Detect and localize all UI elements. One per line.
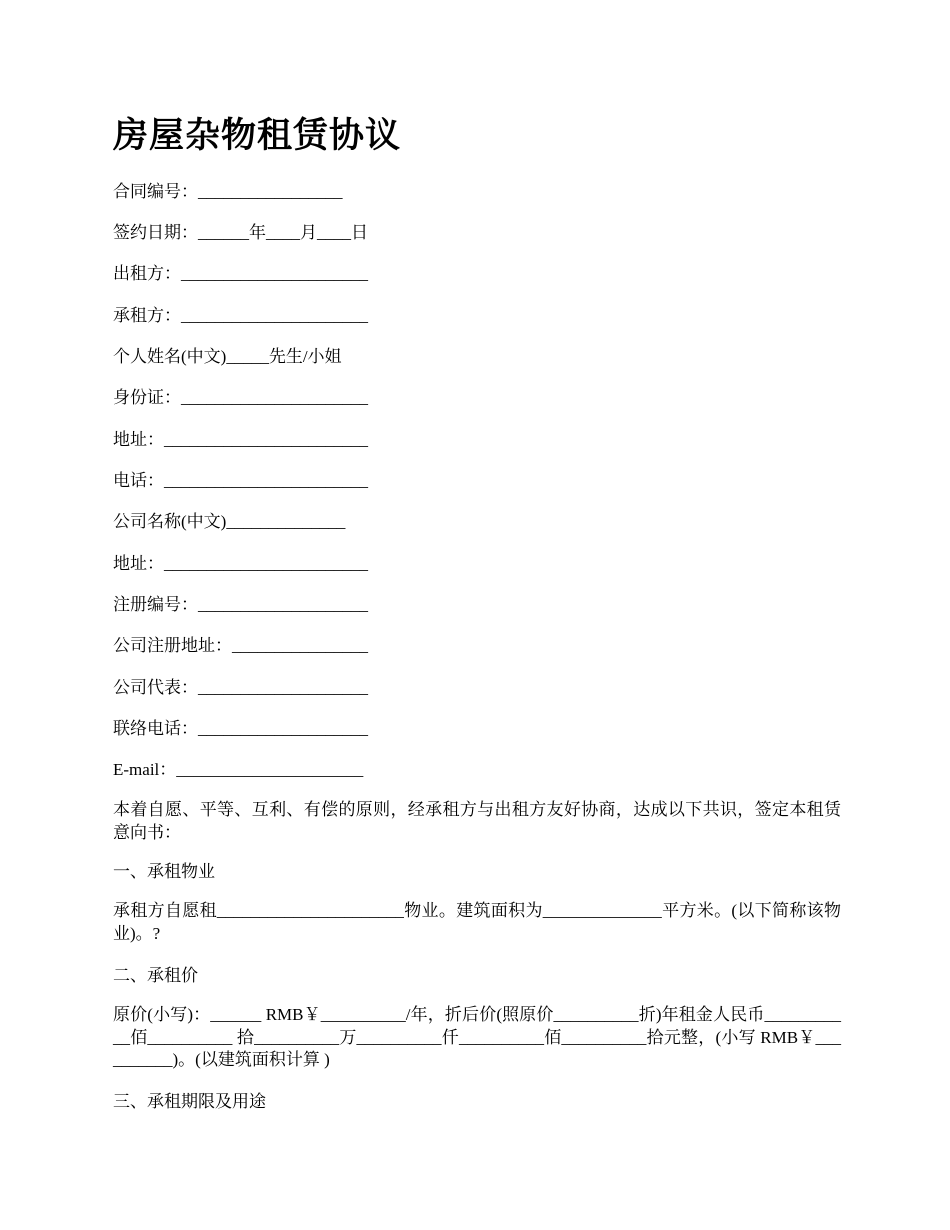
personal-name-field: 个人姓名(中文)_____先生/小姐: [113, 347, 342, 366]
intro-paragraph: 本着自愿、平等、互利、有偿的原则，经承租方与出租方友好协商，达成以下共识，签定本租赁意向书：: [113, 800, 841, 842]
company-registered-address-field: 公司注册地址：________________: [113, 636, 368, 655]
sign-date-field: 签约日期：______年____月____日: [113, 223, 368, 242]
id-card-field: 身份证：______________________: [113, 388, 368, 407]
section-1-body: 承租方自愿租______________________物业。建筑面积为______________平方米。(以下简称该物业)。?: [113, 901, 841, 943]
address-field: 地址：________________________: [113, 430, 368, 449]
section-3-heading: 三、承租期限及用途: [113, 1092, 266, 1111]
section-2-heading: 二、承租价: [113, 966, 198, 985]
company-address-field: 地址：________________________: [113, 554, 368, 573]
contract-number-field: 合同编号：_________________: [113, 182, 343, 201]
lessor-field: 出租方：______________________: [113, 264, 368, 283]
section-1-heading: 一、承租物业: [113, 862, 215, 881]
registration-number-field: 注册编号：____________________: [113, 595, 368, 614]
company-name-field: 公司名称(中文)______________: [113, 512, 346, 531]
phone-field: 电话：________________________: [113, 471, 368, 490]
email-field: E-mail：______________________: [113, 760, 364, 779]
lessee-field: 承租方：______________________: [113, 306, 368, 325]
document-title: 房屋杂物租赁协议: [113, 116, 402, 155]
company-representative-field: 公司代表：____________________: [113, 678, 368, 697]
section-2-body: 原价(小写)：______ RMB￥__________/年，折后价(照原价__________折)年租金人民币___________佰__________ 拾__________万__________仟__________佰__________拾元整，(小写 RMB￥__________)。(以建筑面积计算 ): [113, 1005, 841, 1069]
contact-phone-field: 联络电话：____________________: [113, 719, 368, 738]
